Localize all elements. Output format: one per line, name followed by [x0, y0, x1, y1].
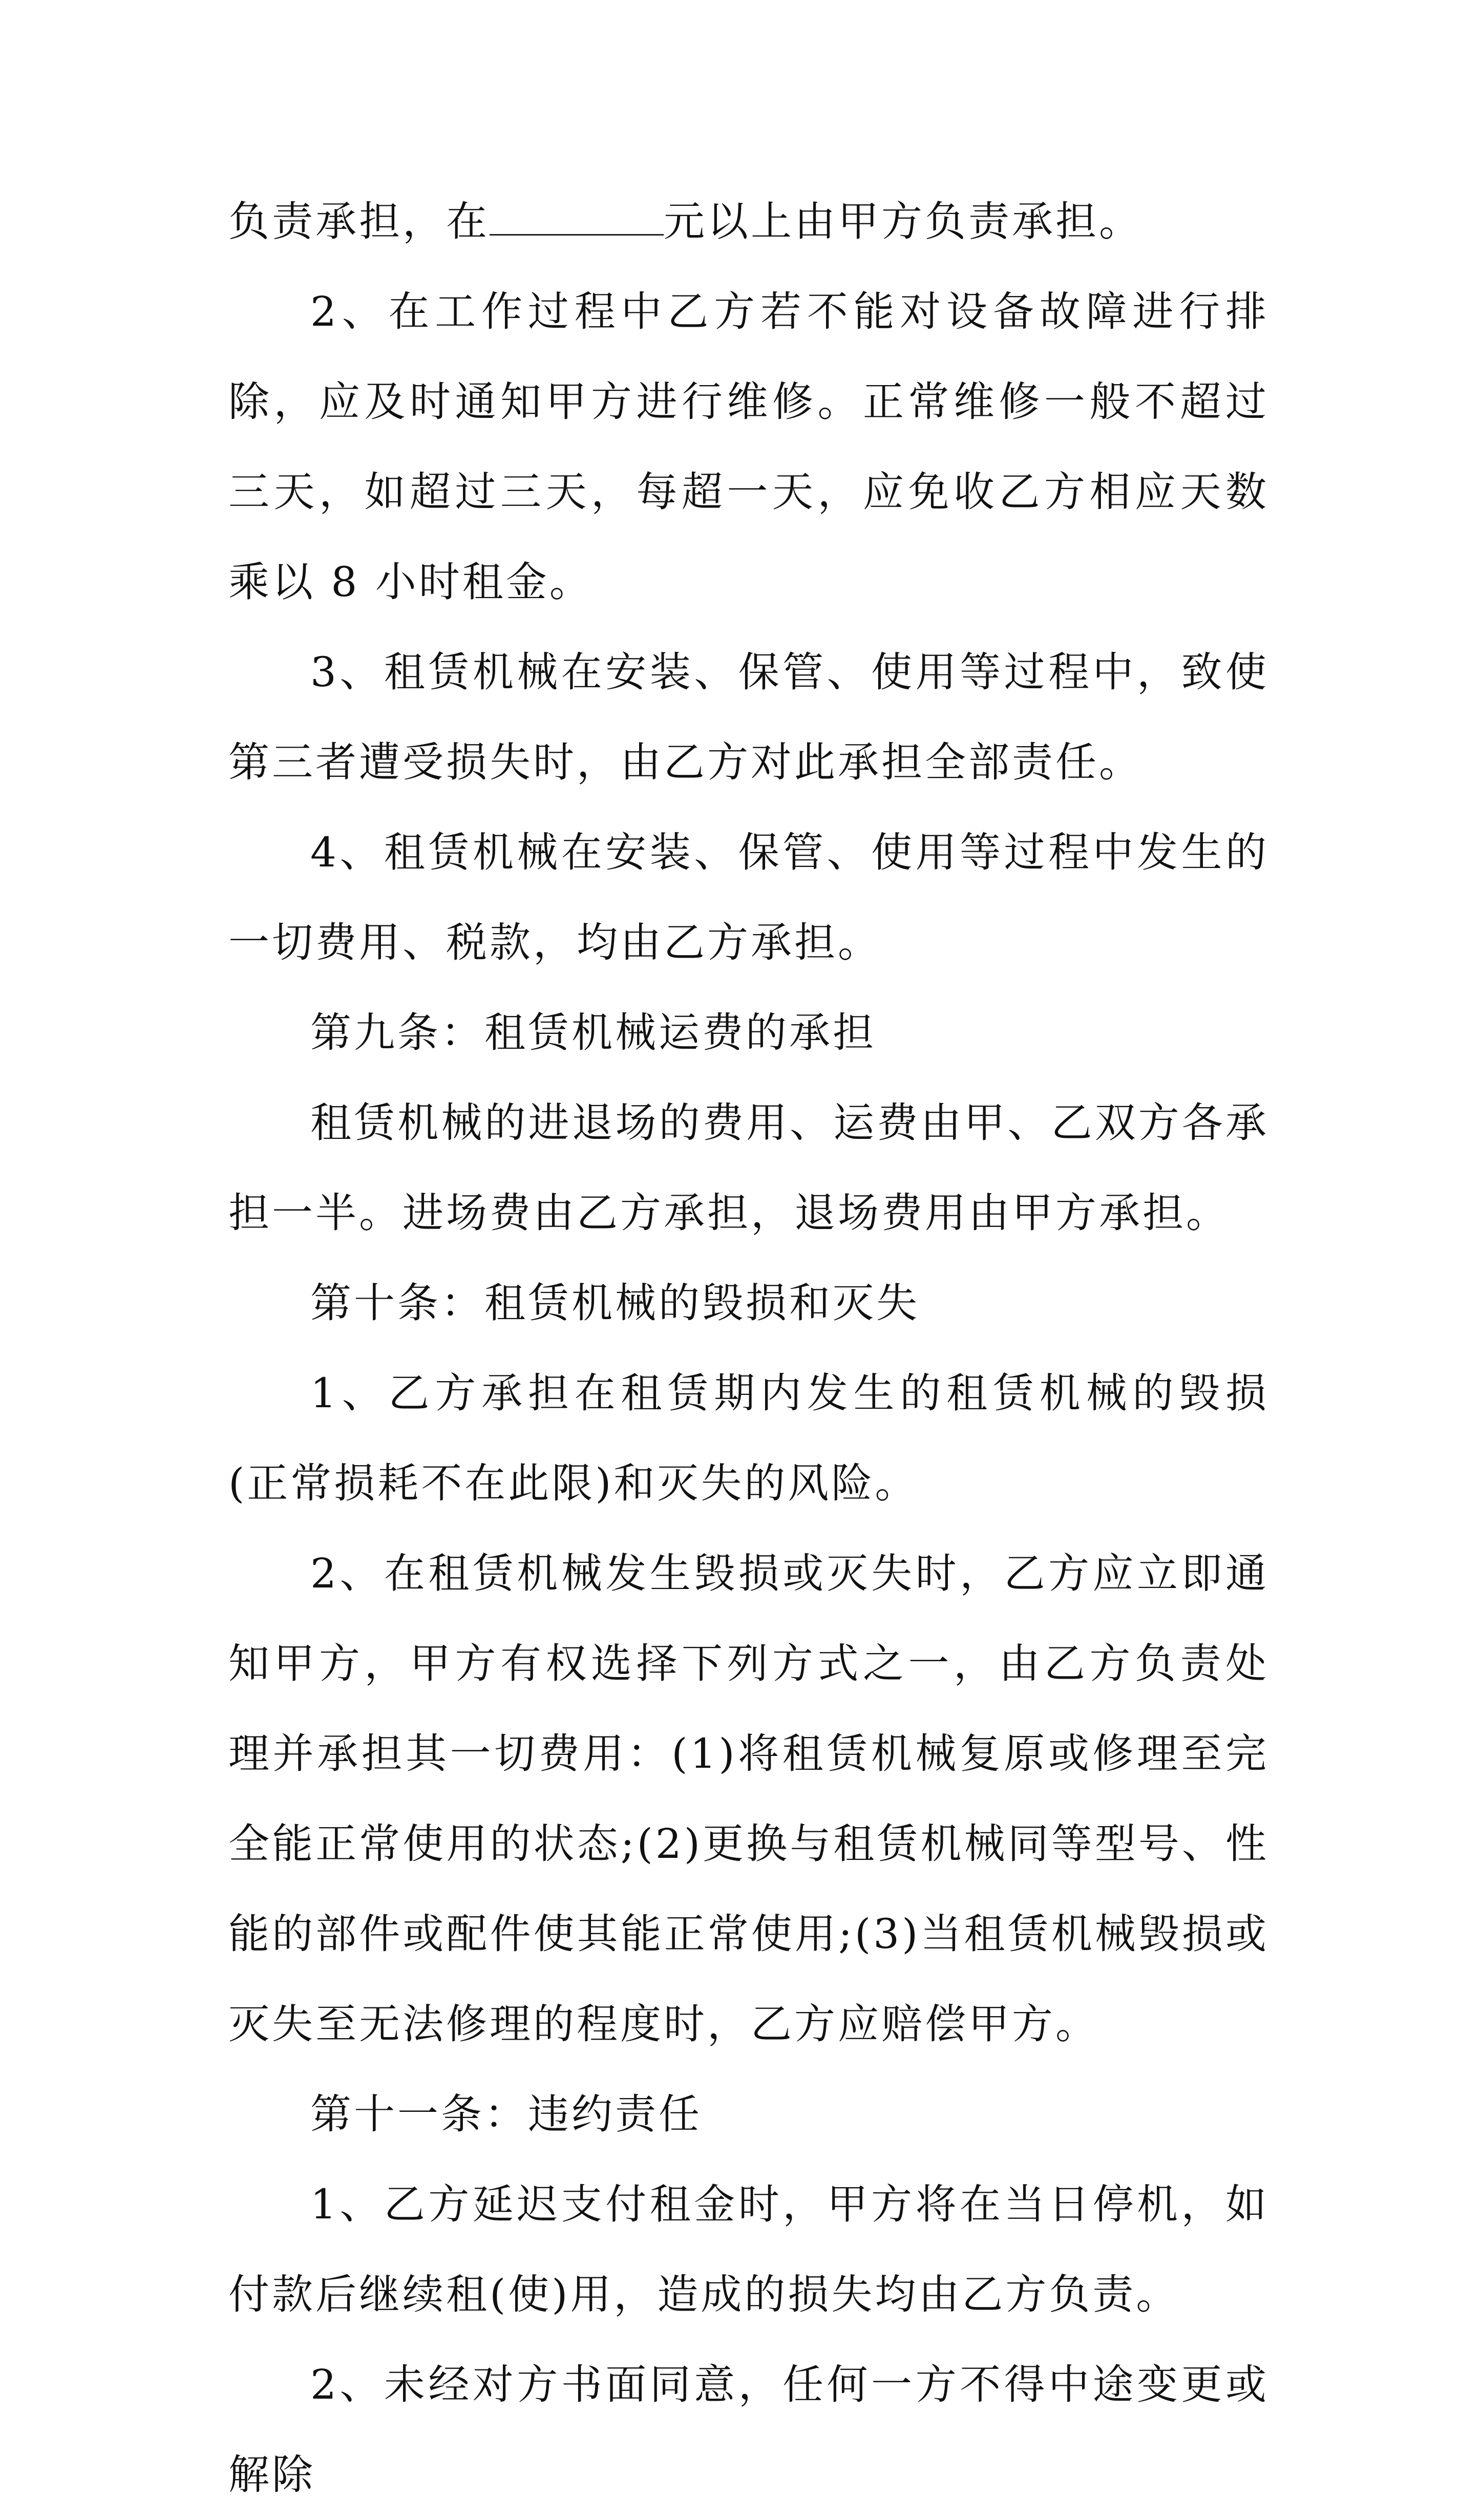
paragraph-continuation [228, 177, 1269, 267]
clause-8-item-4: 4、租赁机械在安装、保管、使用等过程中发生的一切费用、税款，均由乙方承担。 [228, 829, 1269, 966]
text-before-blank: 负责承担，在 [228, 198, 490, 245]
clause-11-item-1: 1、乙方延迟支付租金时，甲方将在当日停机，如付款后继续租(使)用，造成的损失均由乙方负责。 [228, 2180, 1269, 2318]
document-page [228, 177, 1269, 2520]
text-after-blank: 元以上由甲方负责承担。 [664, 198, 1142, 245]
fill-in-blank [490, 203, 664, 236]
clause-8-item-3: 3、租赁机械在安装、保管、使用等过程中，致使第三者遭受损失时，由乙方对此承担全部责任。 [228, 648, 1269, 786]
clause-10-item-1: 1、乙方承担在租赁期内发生的租赁机械的毁损(正常损耗不在此限)和灭失的风险。 [228, 1369, 1269, 1507]
clause-11-item-2: 2、未经对方书面同意，任何一方不得中途变更或解除 [228, 2361, 1269, 2498]
clause-9-heading: 第九条：租赁机械运费的承担 [310, 1009, 876, 1056]
clause-9-body: 租赁机械的进退场的费用、运费由甲、乙双方各承担一半。进场费由乙方承担，退场费用由甲方承担。 [228, 1099, 1269, 1237]
clause-8-item-2: 2、在工作过程中乙方若不能对设备故障进行排除，应及时通知甲方进行维修。正常维修一般不超过三天，如超过三天，每超一天，应免收乙方相应天数乘以 8 小时租金。 [228, 288, 1269, 606]
clause-10-item-2: 2、在租赁机械发生毁损或灭失时，乙方应立即通知甲方，甲方有权选择下列方式之一，由乙方负责处理并承担其一切费用：(1)将租赁机械复原或修理至完全能正常使用的状态;(2)更换与租赁机械同等型号、性能的部件或配件使其能正常使用;(3)当租赁机械毁损或灭失至无法修理的程度时，乙方应赔偿甲方。 [228, 1550, 1269, 2048]
clause-11-heading: 第十一条：违约责任 [310, 2090, 702, 2138]
clause-10-heading: 第十条：租赁机械的毁损和灭失 [310, 1279, 920, 1327]
